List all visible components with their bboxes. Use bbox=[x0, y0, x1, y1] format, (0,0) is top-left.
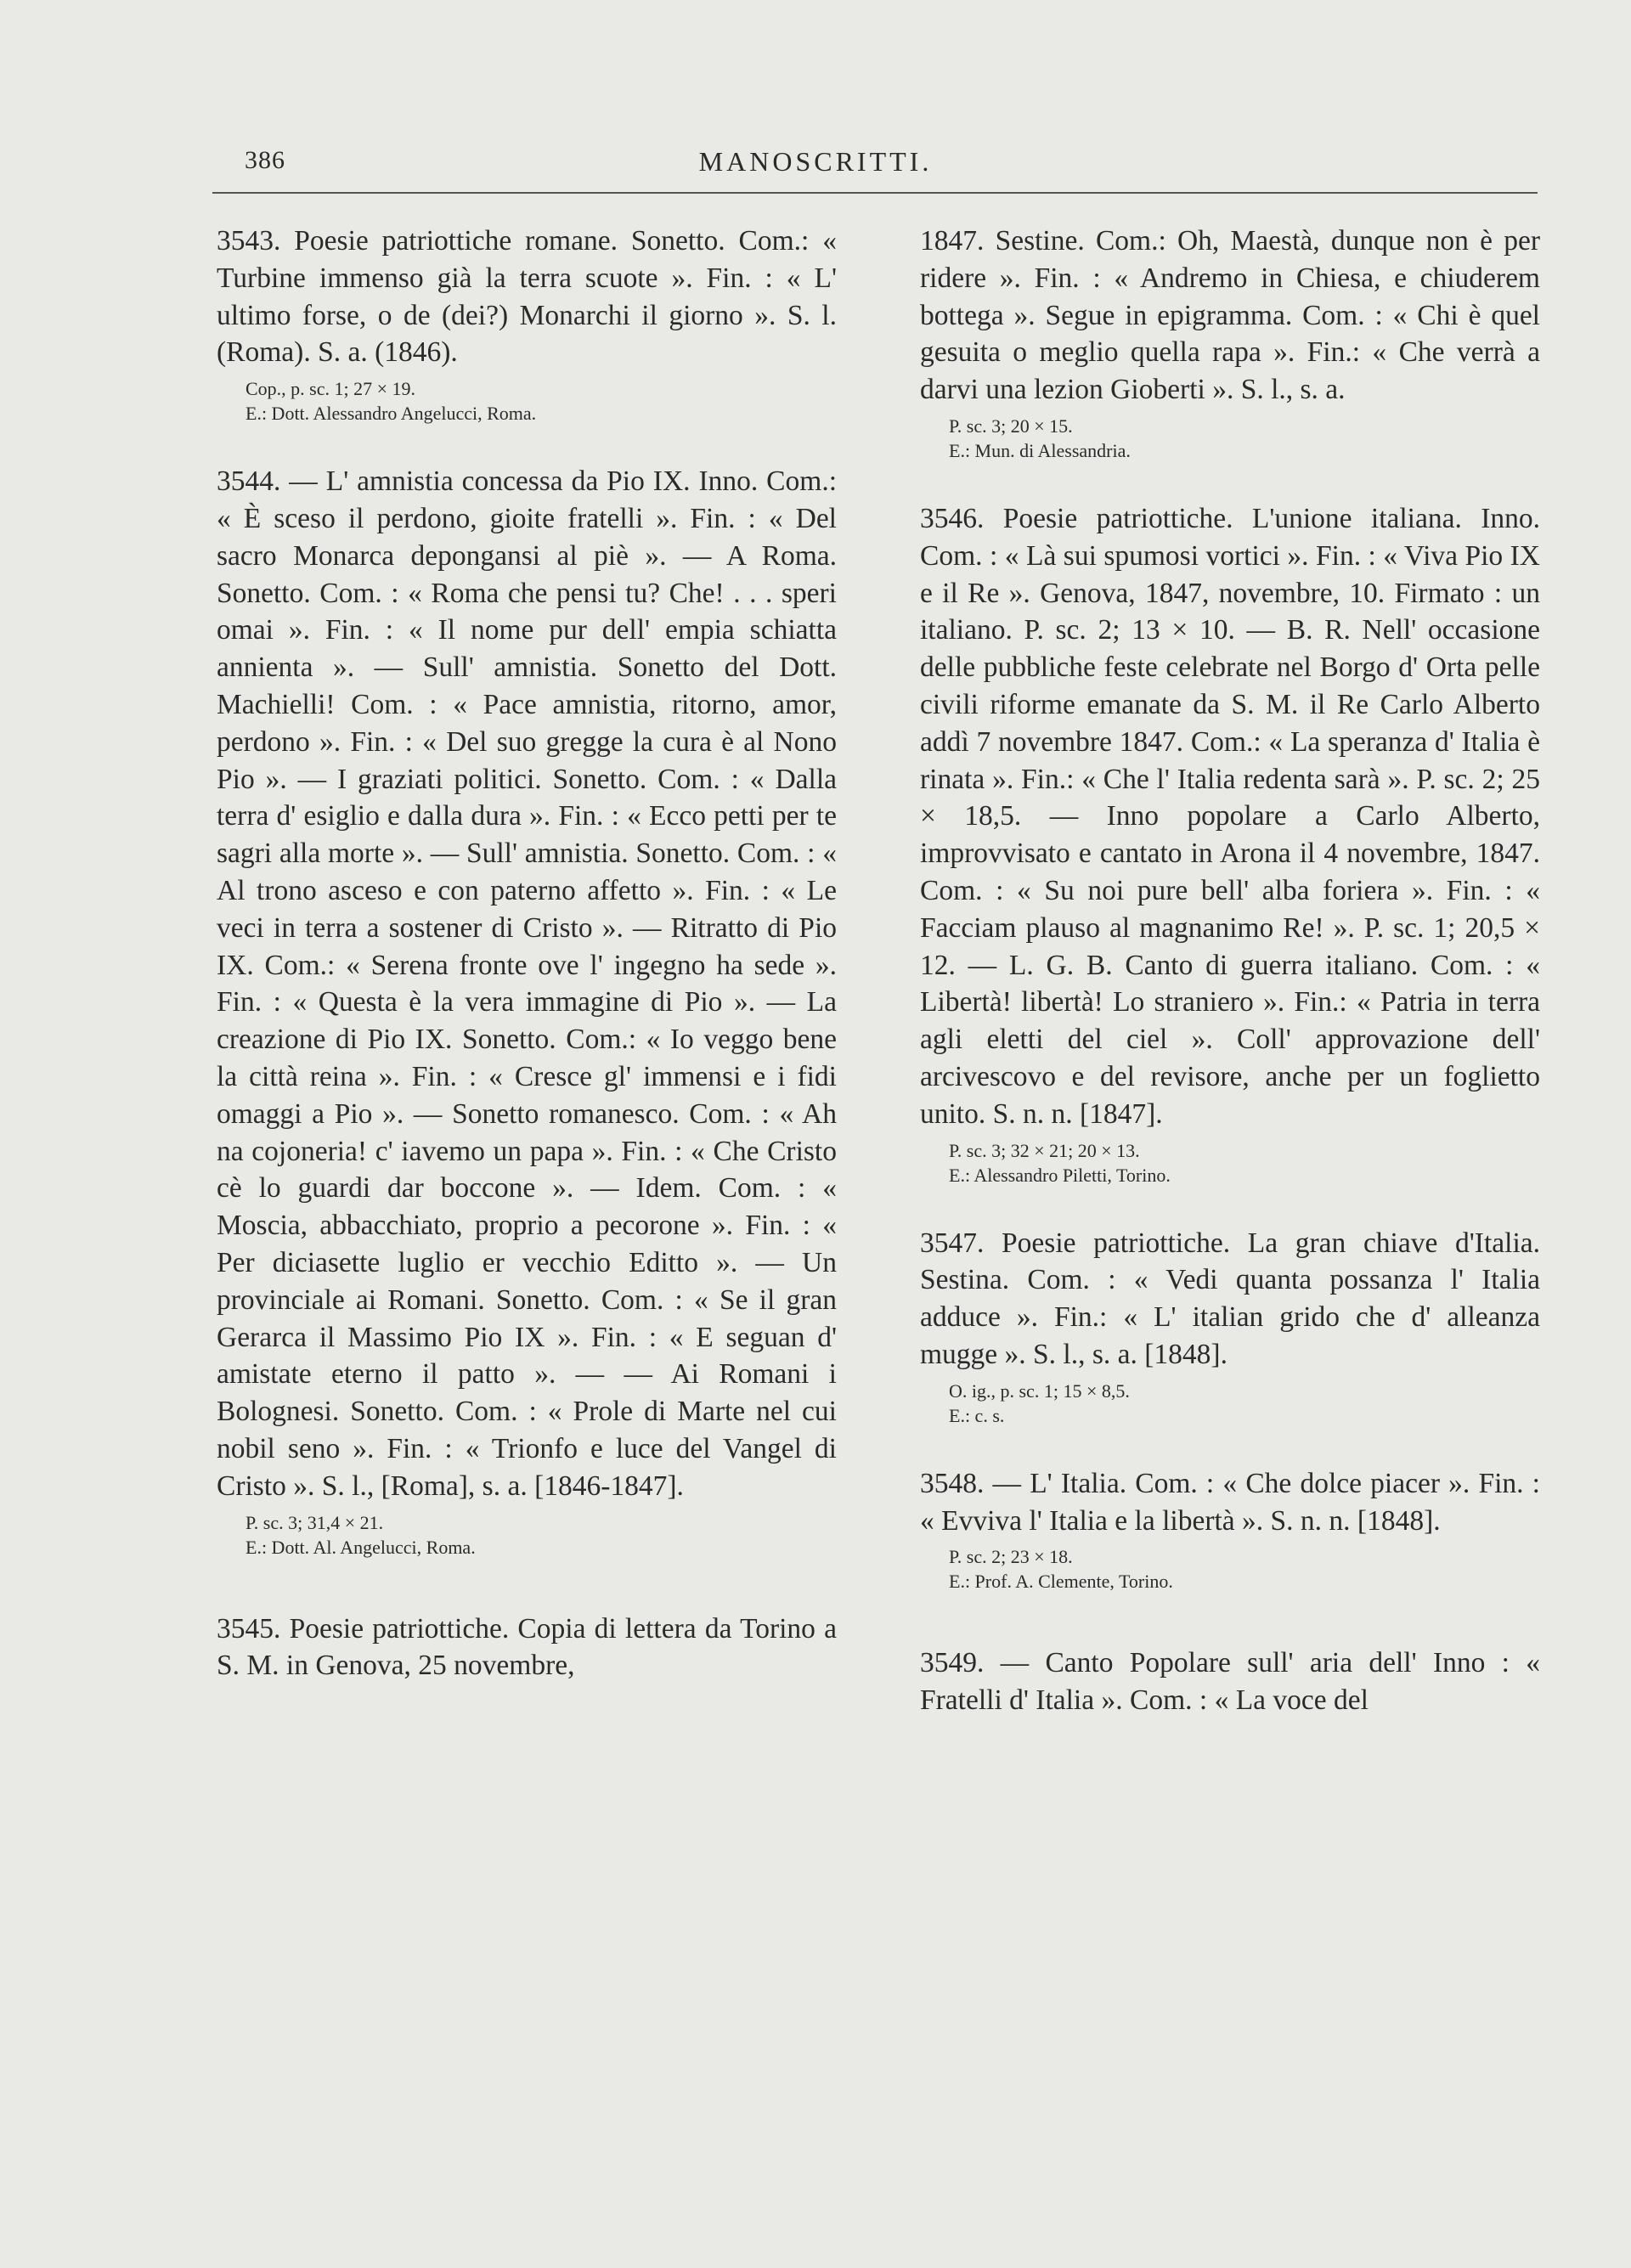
physical-description: O. ig., p. sc. 1; 15 × 8,5. bbox=[949, 1379, 1130, 1402]
entry-text: 3543. Poesie patriottiche romane. Sonetto. Com.: « Turbine immenso già la terra scuote ». Fin. : « L' ultimo forse, o de (dei?) Monarchi il giorno ». S. l. (Roma). S. a. (1846). bbox=[217, 225, 837, 369]
entry-text: 3549. — Canto Popolare sull' aria dell' Inno : « Fratelli d' Italia ». Com. : « La voce del bbox=[920, 1647, 1540, 1717]
physical-description: P. sc. 3; 32 × 21; 20 × 13. bbox=[949, 1139, 1140, 1161]
physical-description: P. sc. 2; 23 × 18. bbox=[949, 1546, 1073, 1568]
entry-text: 3548. — L' Italia. Com. : « Che dolce piacer ». Fin. : « Evviva l' Italia e la libertà ». S. n. n. [1848]. bbox=[920, 1467, 1540, 1537]
entry-3545 bbox=[217, 1611, 837, 1685]
entry-meta bbox=[920, 1138, 1540, 1188]
entry-3546 bbox=[920, 500, 1540, 1188]
physical-description: P. sc. 3; 31,4 × 21. bbox=[245, 1511, 384, 1533]
physical-description: Cop., p. sc. 1; 27 × 19. bbox=[245, 378, 416, 400]
entry-meta bbox=[920, 1544, 1540, 1594]
entry-3547 bbox=[920, 1225, 1540, 1428]
page-number: 386 bbox=[245, 146, 285, 174]
entry-3549 bbox=[920, 1645, 1540, 1719]
entry-3545-continued bbox=[920, 223, 1540, 463]
exhibitor: E.: c. s. bbox=[949, 1404, 1005, 1426]
header-rule bbox=[212, 192, 1538, 194]
exhibitor: E.: Mun. di Alessandria. bbox=[949, 439, 1131, 461]
entry-meta bbox=[920, 414, 1540, 463]
exhibitor: E.: Dott. Al. Angelucci, Roma. bbox=[245, 1536, 476, 1558]
physical-description: P. sc. 3; 20 × 15. bbox=[949, 415, 1073, 437]
entry-meta bbox=[217, 376, 837, 426]
entry-3548 bbox=[920, 1465, 1540, 1594]
right-column bbox=[920, 223, 1540, 1719]
entry-meta bbox=[217, 1510, 837, 1560]
exhibitor: E.: Dott. Alessandro Angelucci, Roma. bbox=[245, 403, 537, 425]
left-column bbox=[217, 223, 837, 1684]
entry-text: 3544. — L' amnistia concessa da Pio IX. Inno. Com.: « È sceso il perdono, gioite fratelli ». Fin. : « Del sacro Monarca depongansi al piè ». — A Roma. Sonetto. Com. : « Roma che pensi tu? Che! . . . speri omai ». Fin. : « Il nome pur dell' empia schiatta annienta ». — Sull' amnistia. Sonetto del Dott. Machielli! Com. : « Pace amnistia, ritorno, amor, perdono ». Fin. : « Del suo gregge la cura è al Nono Pio ». — I graziati politici. Sonetto. Com. : « Dalla terra d' esiglio e dalla dura ». Fin. : « Ecco petti per te sagri alla morte ». — Sull' amnistia. Sonetto. Com. : « Al trono asceso e con paterno affetto ». Fin. : « Le veci in terra a sostener di Cristo ». — Ritratto di Pio IX. Com.: « Serena fronte ove l' ingegno ha sede ». Fin. : « Questa è la vera immagine di Pio ». — La creazione di Pio IX. Sonetto. Com.: « Io veggo bene la città reina ». Fin. : « Cresce gl' immensi e i fidi omaggi a Pio ». — Sonetto romanesco. Com. : « Ah na cojoneria! c' iavemo un papa ». Fin. : « Che Cristo cè lo guardi dar boccone ». — Idem. Com. : « Moscia, abbacchiato, proprio a pecorone ». Fin. : « Per diciasette luglio er vecchio Editto ». — Un provinciale ai Romani. Sonetto. Com. : « Se il gran Gerarca il Massimo Pio IX ». Fin. : « E seguan d' amistate eterno il patto ». — — Ai Romani i Bolognesi. Sonetto. Com. : « Prole di Marte nel cui nobil seno ». Fin. : « Trionfo e luce del Vangel di Cristo ». S. l., [Roma], s. a. [1846-1847]. bbox=[217, 465, 837, 1502]
running-head: MANOSCRITTI. bbox=[698, 146, 933, 177]
entry-3543 bbox=[217, 223, 837, 426]
entry-meta bbox=[920, 1379, 1540, 1428]
entry-3544 bbox=[217, 463, 837, 1559]
exhibitor: E.: Prof. A. Clemente, Torino. bbox=[949, 1571, 1173, 1593]
exhibitor: E.: Alessandro Piletti, Torino. bbox=[949, 1164, 1171, 1186]
entry-text: 1847. Sestine. Com.: Oh, Maestà, dunque non è per ridere ». Fin. : « Andremo in Chiesa, e chiuderem bottega ». Segue in epigramma. Com. : « Chi è quel gesuita o meglio quella rapa ». Fin.: « Che verrà a darvi una lezion Gioberti ». S. l., s. a. bbox=[920, 225, 1540, 406]
entry-text: 3547. Poesie patriottiche. La gran chiave d'Italia. Sestina. Com. : « Vedi quanta possanza l' Italia adduce ». Fin.: « L' italian grido che d' alleanza mugge ». S. l., s. a. [1848]. bbox=[920, 1227, 1540, 1370]
entry-text: 3546. Poesie patriottiche. L'unione italiana. Inno. Com. : « Là sui spumosi vortici ». Fin. : « Viva Pio IX e il Re ». Genova, 1847, novembre, 10. Firmato : un italiano. P. sc. 2; 13 × 10. — B. R. Nell' occasione delle pubbliche feste celebrate nel Borgo d' Orta pelle civili riforme emanate da S. M. il Re Carlo Alberto addì 7 novembre 1847. Com.: « La speranza d' Italia è rinata ». Fin.: « Che l' Italia redenta sarà ». P. sc. 2; 25 × 18,5. — Inno popolare a Carlo Alberto, improvvisato e cantato in Arona il 4 novembre, 1847. Com. : « Su noi pure bell' alba foriera ». Fin. : « Facciam plauso al magnanimo Re! ». P. sc. 1; 20,5 × 12. — L. G. B. Canto di guerra italiano. Com. : « Libertà! libertà! Lo straniero ». Fin.: « Patria in terra agli eletti del ciel ». Coll' approvazione dell' arcivescovo e del revisore, anche per un foglietto unito. S. n. n. [1847]. bbox=[920, 502, 1540, 1130]
entry-text: 3545. Poesie patriottiche. Copia di lettera da Torino a S. M. in Genova, 25 novembre, bbox=[217, 1612, 837, 1682]
